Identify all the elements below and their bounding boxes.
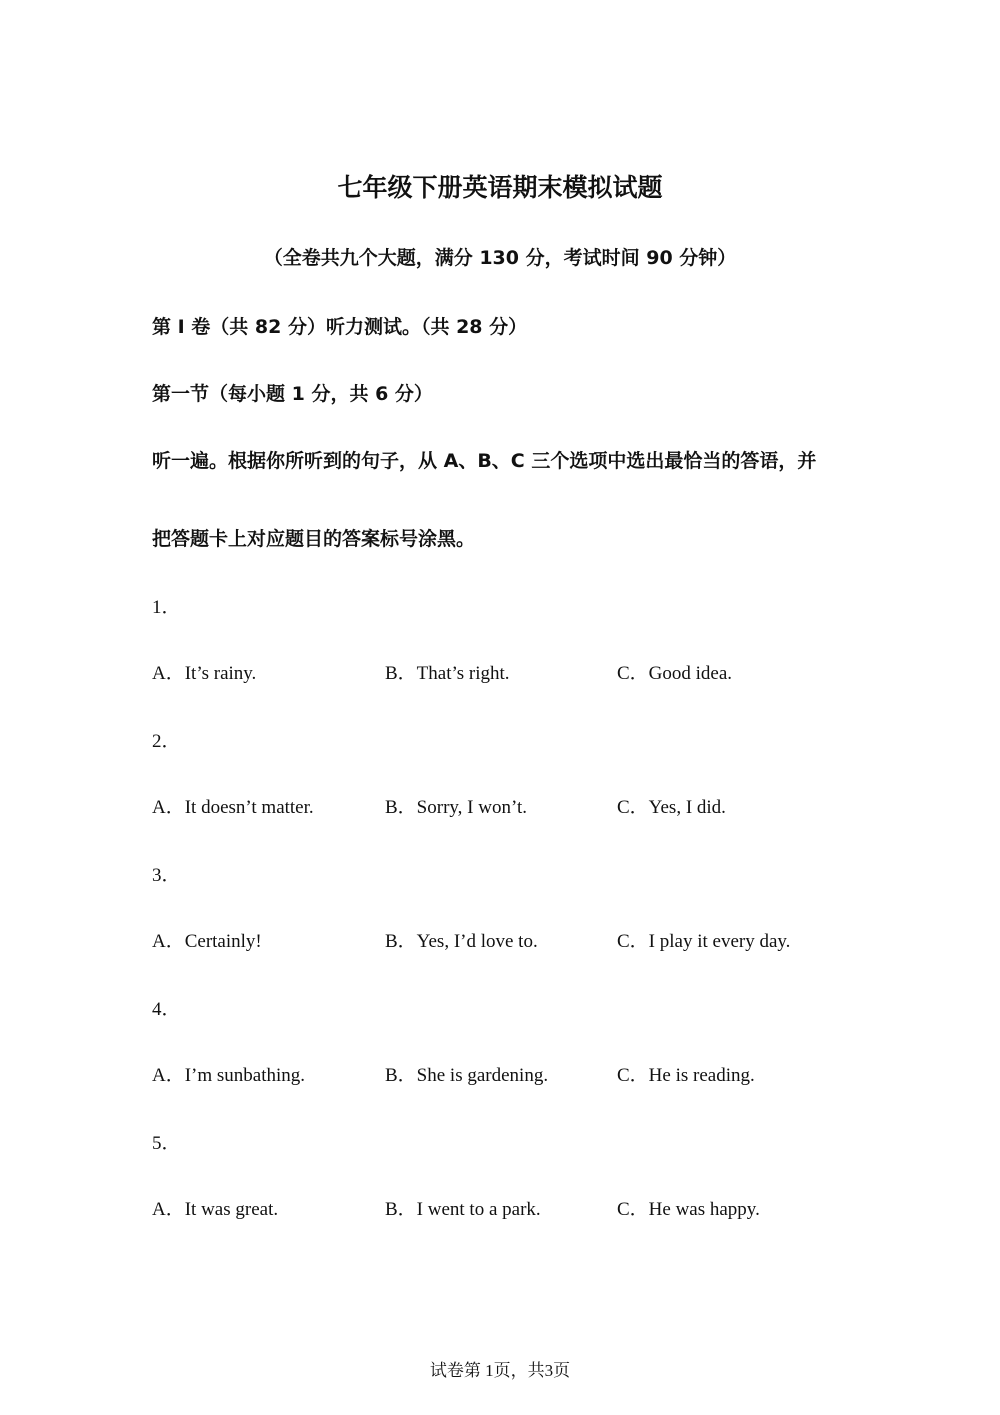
question-5-option-b: B．I went to a park. bbox=[385, 1199, 541, 1220]
question-1-number: 1． bbox=[152, 597, 181, 618]
question-4-number: 4． bbox=[152, 999, 181, 1020]
instructions-line-2: 把答题卡上对应题目的答案标号涂黑。 bbox=[152, 528, 476, 550]
question-3-option-c: C．I play it every day. bbox=[617, 931, 791, 952]
question-1-option-b: B．That’s right. bbox=[385, 663, 510, 684]
exam-subtitle: （全卷共九个大题，满分 130 分，考试时间 90 分钟） bbox=[263, 247, 737, 269]
question-2-option-b: B．Sorry, I won’t. bbox=[385, 797, 527, 818]
instructions-line-1: 听一遍。根据你所听到的句子，从 A、B、C 三个选项中选出最恰当的答语，并 bbox=[152, 450, 817, 472]
question-5-option-a: A．It was great. bbox=[152, 1199, 279, 1220]
question-4-option-a: A．I’m sunbathing. bbox=[152, 1065, 306, 1086]
exam-title: 七年级下册英语期末模拟试题 bbox=[337, 173, 663, 202]
question-3-number: 3． bbox=[152, 865, 181, 886]
section-i-heading: 第 I 卷（共 82 分）听力测试。（共 28 分） bbox=[152, 316, 528, 338]
question-2-number: 2． bbox=[152, 731, 181, 752]
question-2-option-a: A．It doesn’t matter. bbox=[152, 797, 314, 818]
question-2-option-c: C．Yes, I did. bbox=[617, 797, 726, 818]
question-5-number: 5． bbox=[152, 1133, 181, 1154]
question-1-option-a: A．It’s rainy. bbox=[152, 663, 257, 684]
question-4-option-c: C．He is reading. bbox=[617, 1065, 755, 1086]
question-4-option-b: B．She is gardening. bbox=[385, 1065, 549, 1086]
question-3-option-b: B．Yes, I’d love to. bbox=[385, 931, 538, 952]
page-footer: 试卷第 1页，共3页 bbox=[429, 1361, 571, 1380]
question-3-option-a: A．Certainly! bbox=[152, 931, 262, 952]
part-one-heading: 第一节（每小题 1 分，共 6 分） bbox=[152, 383, 433, 405]
question-1-option-c: C．Good idea. bbox=[617, 663, 733, 684]
question-5-option-c: C．He was happy. bbox=[617, 1199, 760, 1220]
